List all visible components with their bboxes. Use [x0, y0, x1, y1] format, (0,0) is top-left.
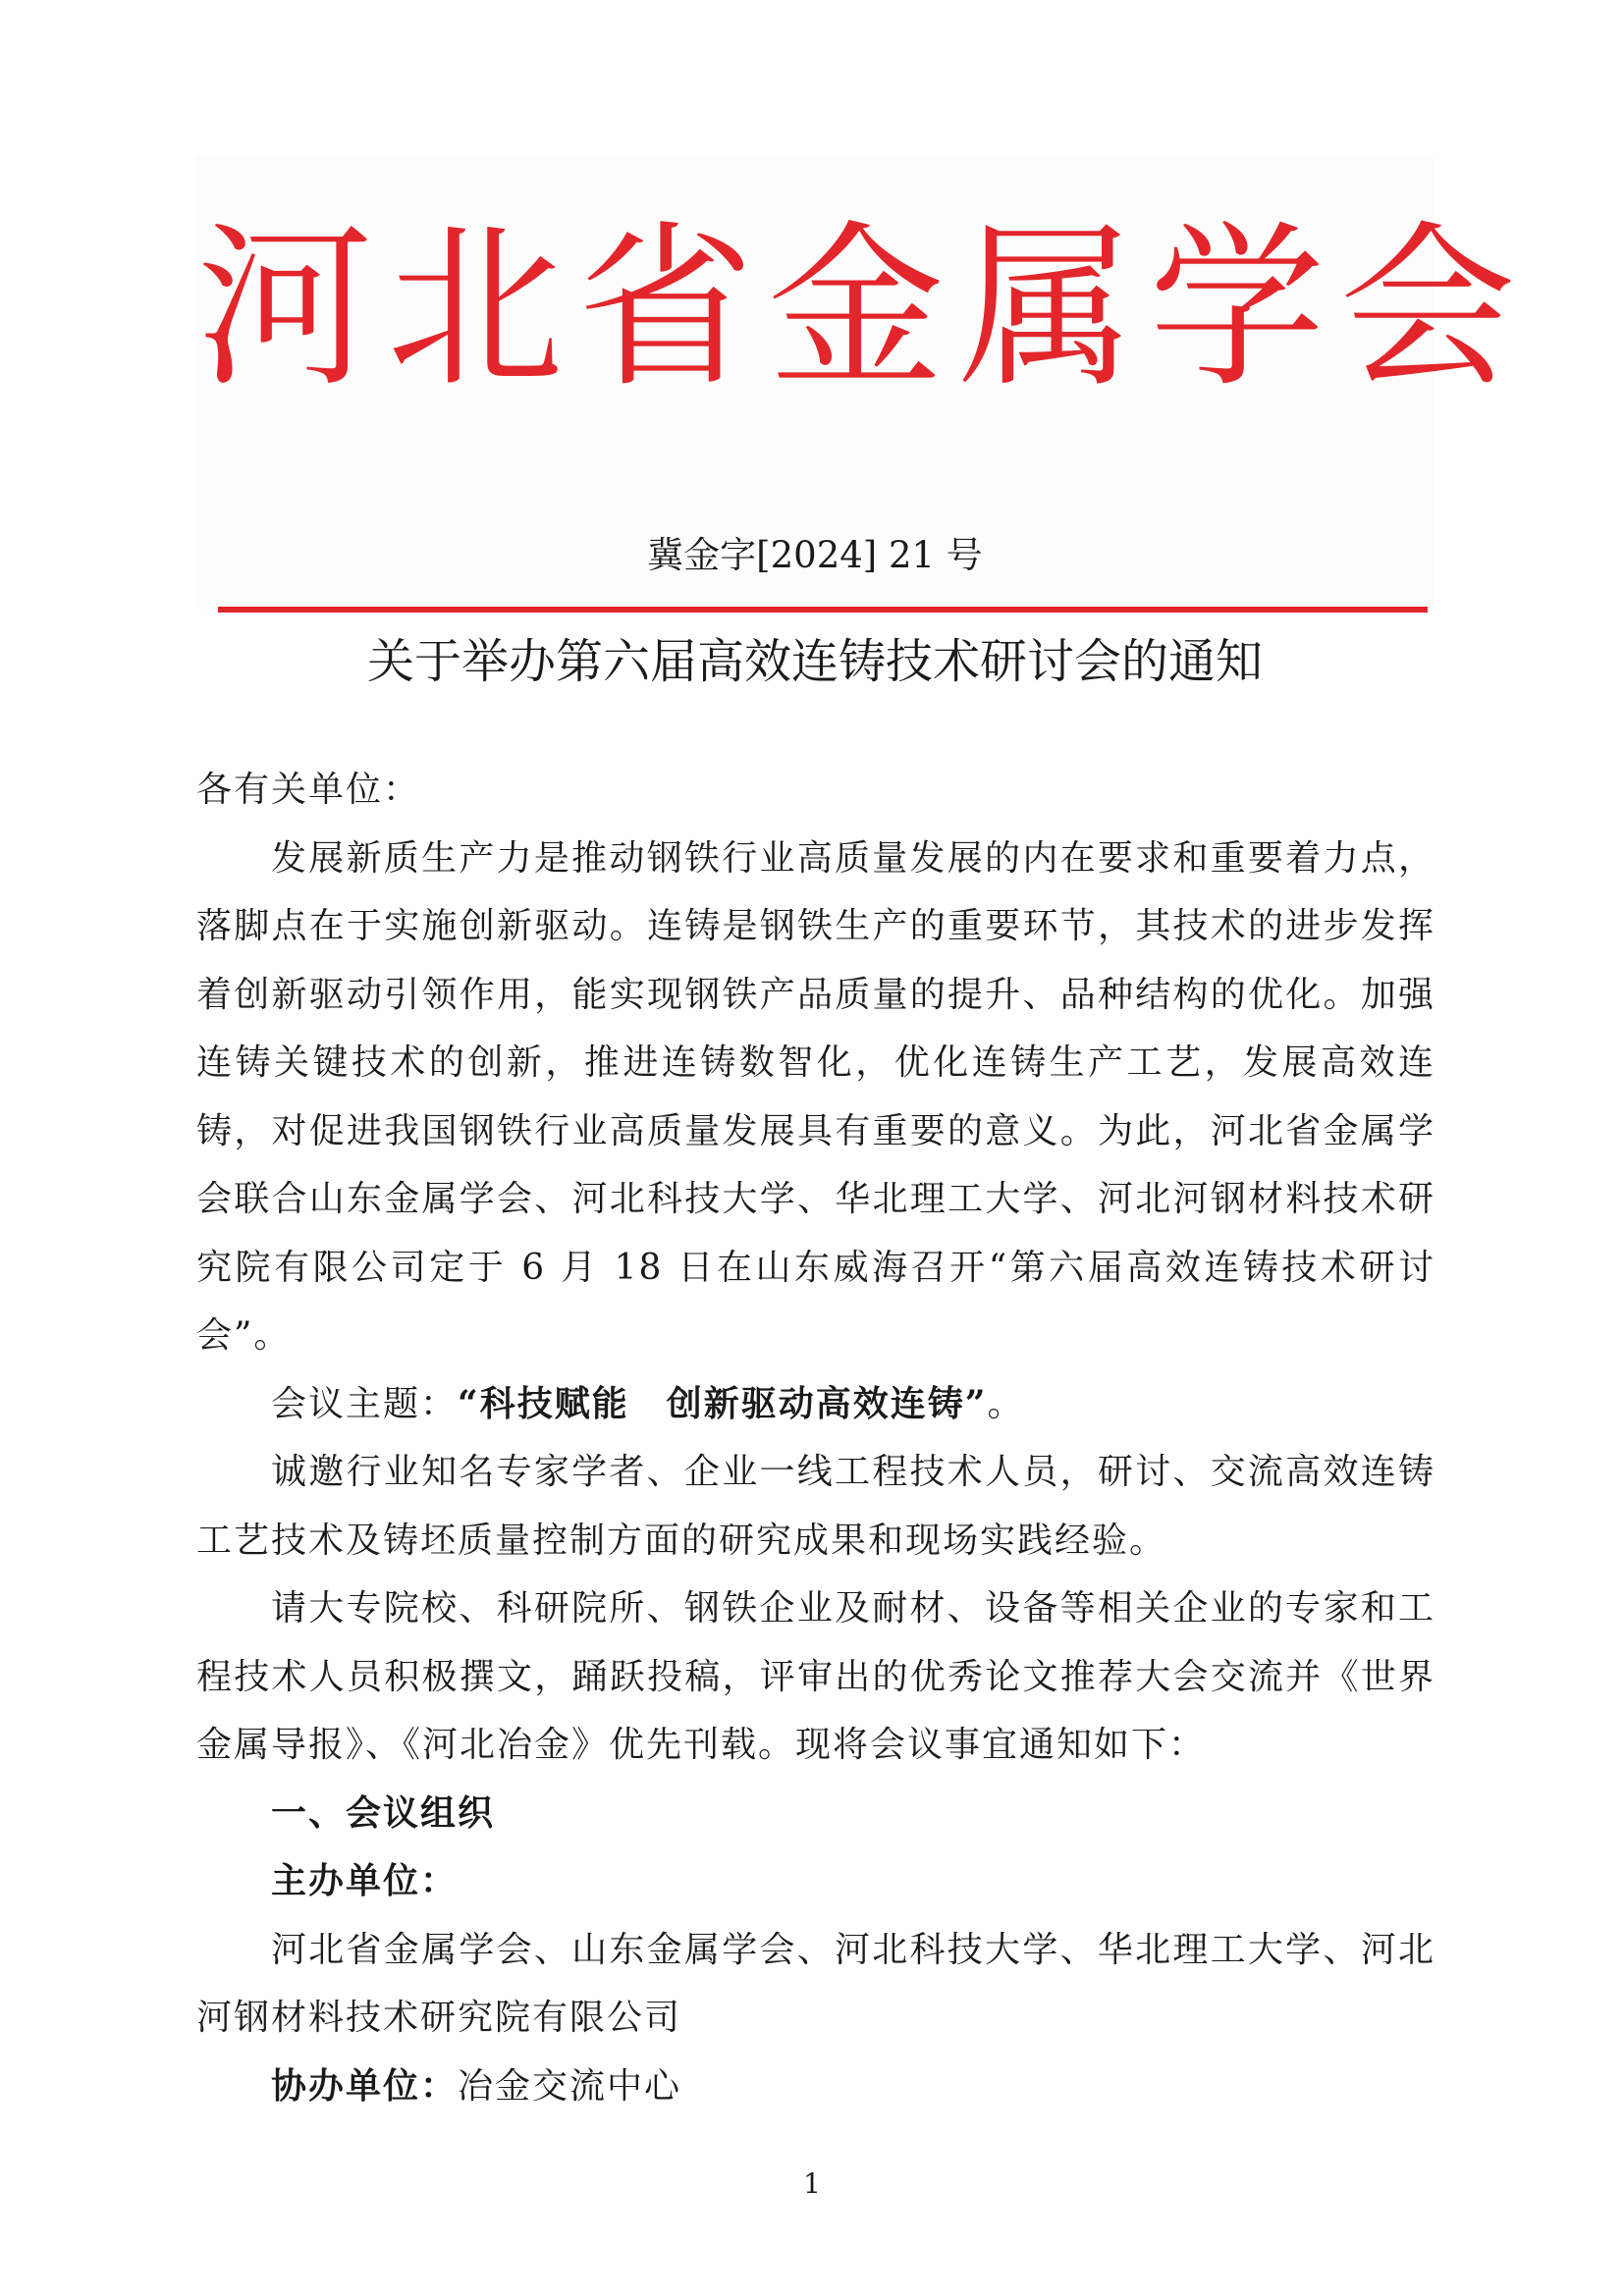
- section-heading-organization: 一、会议组织: [271, 1791, 496, 1834]
- org-name-heading: 河北省金属学会: [196, 206, 1531, 411]
- page-number: 1: [803, 2167, 821, 2200]
- host-value: 河北省金属学会、山东金属学会、河北科技大学、华北理工大学、河北河钢材料技术研究院有限公司: [196, 1929, 1435, 2038]
- co-organizer-line: [196, 2053, 1435, 2121]
- co-organizer-value: 冶金交流中心: [458, 2065, 682, 2107]
- salutation: 各有关单位：: [196, 770, 421, 810]
- theme-value: “科技赋能 创新驱动高效连铸”: [458, 1382, 988, 1424]
- host-label: 主办单位：: [271, 1860, 459, 1901]
- notice-title: 关于举办第六届高效连铸技术研讨会的通知: [366, 634, 1263, 689]
- theme-label: 会议主题：: [271, 1383, 459, 1424]
- paragraph-call-for-papers: 请大专院校、科研院所、钢铁企业及耐材、设备等相关企业的专家和工程技术人员积极撰文，踊跃投稿，评审出的优秀论文推荐大会交流并《世界金属导报》、《河北冶金》优先刊载。现将会议事宜通知如下：: [196, 1588, 1435, 1765]
- paragraph-theme: [196, 1370, 1435, 1439]
- red-divider-line: [218, 607, 1428, 613]
- document-number: 冀金字[2024] 21 号: [647, 534, 983, 576]
- paragraph-invitation: 诚邀行业知名专家学者、企业一线工程技术人员，研讨、交流高效连铸工艺技术及铸坯质量控制方面的研究成果和现场实践经验。: [196, 1452, 1435, 1561]
- theme-end: 。: [987, 1383, 1025, 1424]
- notice-body: [196, 756, 1435, 2120]
- co-organizer-label: 协办单位：: [271, 2064, 459, 2107]
- paragraph-background: 发展新质生产力是推动钢铁行业高质量发展的内在要求和重要着力点，落脚点在于实施创新驱动。连铸是钢铁生产的重要环节，其技术的进步发挥着创新驱动引领作用，能实现钢铁产品质量的提升、品种结构的优化。加强连铸关键技术的创新，推进连铸数智化，优化连铸生产工艺，发展高效连铸，对促进我国钢铁行业高质量发展具有重要的意义。为此，河北省金属学会联合山东金属学会、河北科技大学、华北理工大学、河北河钢材料技术研究院有限公司定于 6 月 18 日在山东威海召开“第六届高效连铸技术研讨会”。: [196, 837, 1435, 1356]
